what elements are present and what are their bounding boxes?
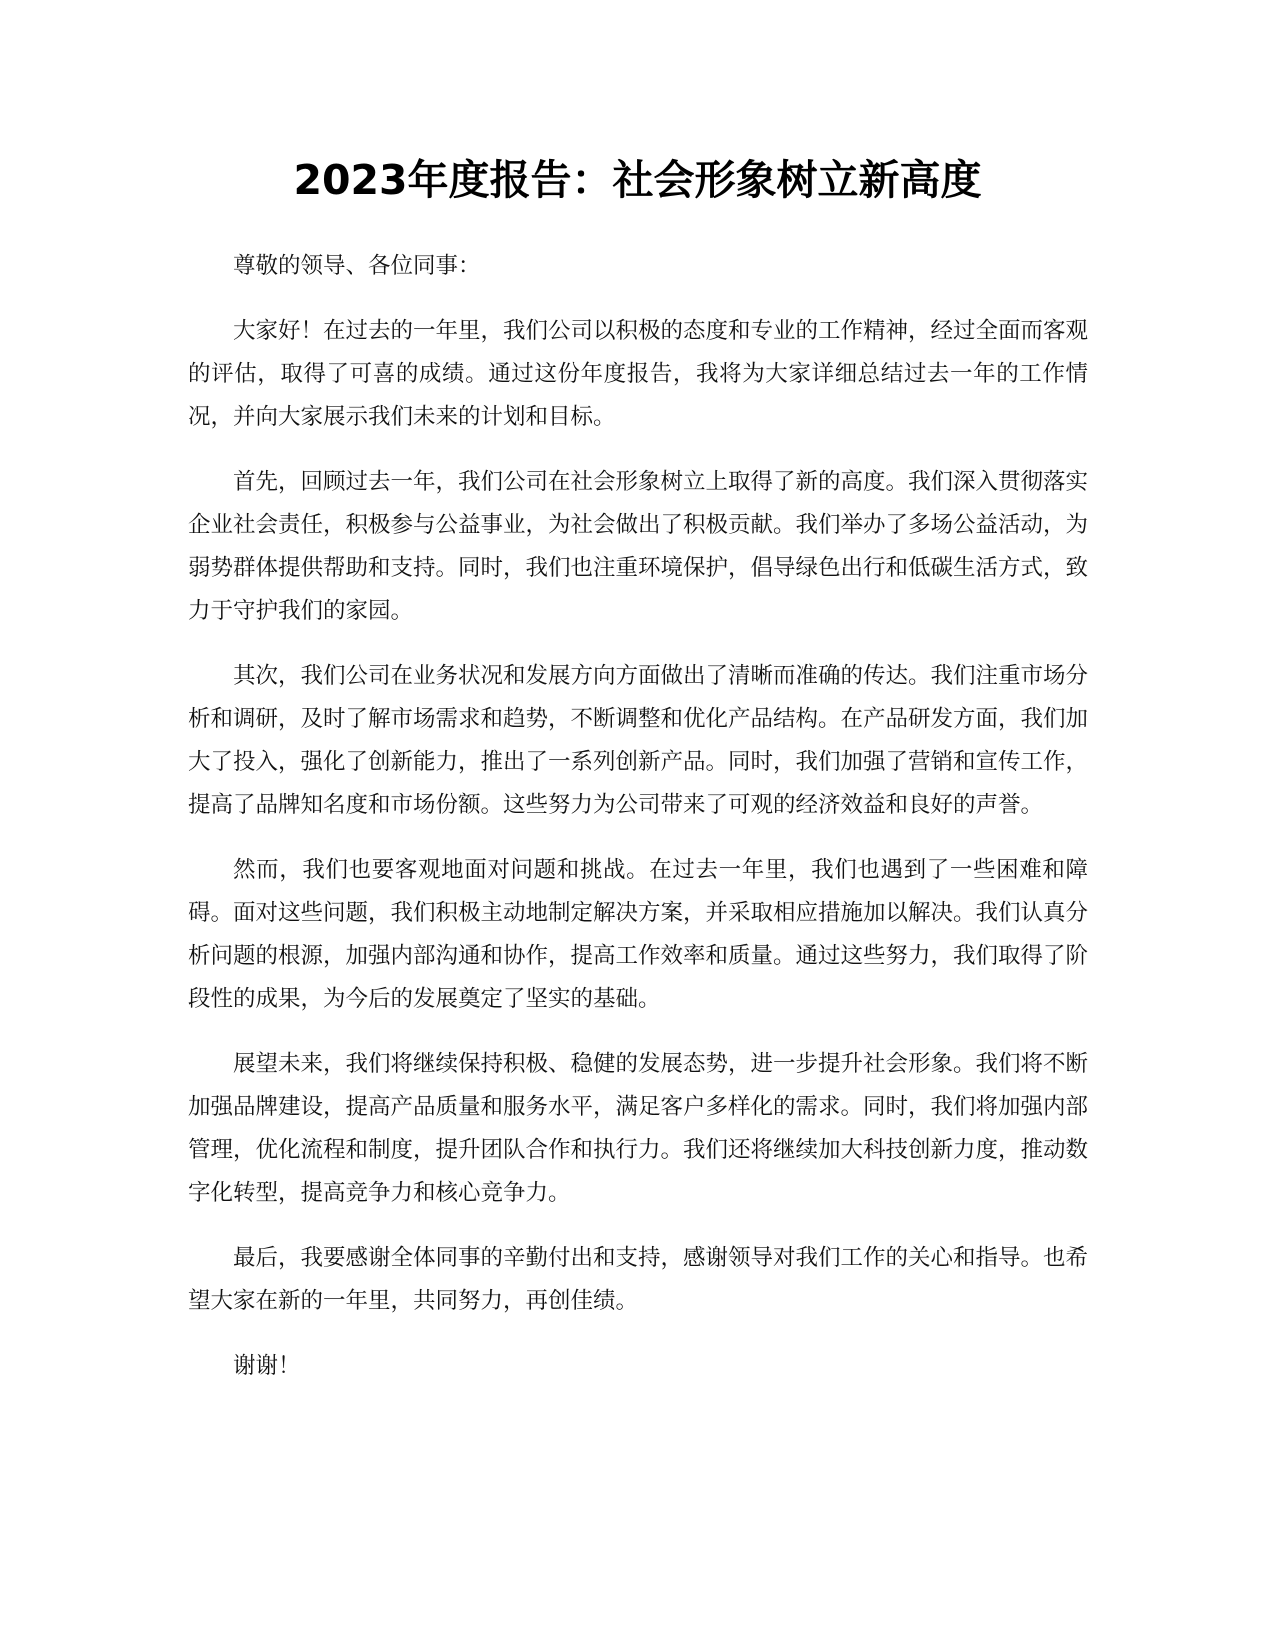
paragraph-thanks: 最后，我要感谢全体同事的辛勤付出和支持，感谢领导对我们工作的关心和指导。也希望大家在新的一年里，共同努力，再创佳绩。	[188, 1245, 1089, 1314]
paragraph-social-image: 首先，回顾过去一年，我们公司在社会形象树立上取得了新的高度。我们深入贯彻落实企业社会责任，积极参与公益事业，为社会做出了积极贡献。我们举办了多场公益活动，为弱势群体提供帮助和支持。同时，我们也注重环境保护，倡导绿色出行和低碳生活方式，致力于守护我们的家园。	[188, 469, 1089, 624]
paragraph-challenges: 然而，我们也要客观地面对问题和挑战。在过去一年里，我们也遇到了一些困难和障碍。面对这些问题，我们积极主动地制定解决方案，并采取相应措施加以解决。我们认真分析问题的根源，加强内部沟通和协作，提高工作效率和质量。通过这些努力，我们取得了阶段性的成果，为今后的发展奠定了坚实的基础。	[188, 857, 1089, 1012]
document-body	[188, 245, 1088, 1410]
paragraph-business: 其次，我们公司在业务状况和发展方向方面做出了清晰而准确的传达。我们注重市场分析和调研，及时了解市场需求和趋势，不断调整和优化产品结构。在产品研发方面，我们加大了投入，强化了创新能力，推出了一系列创新产品。同时，我们加强了营销和宣传工作，提高了品牌知名度和市场份额。这些努力为公司带来了可观的经济效益和良好的声誉。	[188, 663, 1089, 818]
salutation: 尊敬的领导、各位同事：	[233, 253, 481, 279]
closing: 谢谢！	[233, 1353, 301, 1379]
paragraph-greeting: 大家好！在过去的一年里，我们公司以积极的态度和专业的工作精神，经过全面而客观的评估，取得了可喜的成绩。通过这份年度报告，我将为大家详细总结过去一年的工作情况，并向大家展示我们未来的计划和目标。	[188, 318, 1089, 430]
paragraph-outlook: 展望未来，我们将继续保持积极、稳健的发展态势，进一步提升社会形象。我们将不断加强品牌建设，提高产品质量和服务水平，满足客户多样化的需求。同时，我们将加强内部管理，优化流程和制度，提升团队合作和执行力。我们还将继续加大科技创新力度，推动数字化转型，提高竞争力和核心竞争力。	[188, 1051, 1089, 1206]
document-title: 2023年度报告：社会形象树立新高度	[293, 156, 982, 204]
